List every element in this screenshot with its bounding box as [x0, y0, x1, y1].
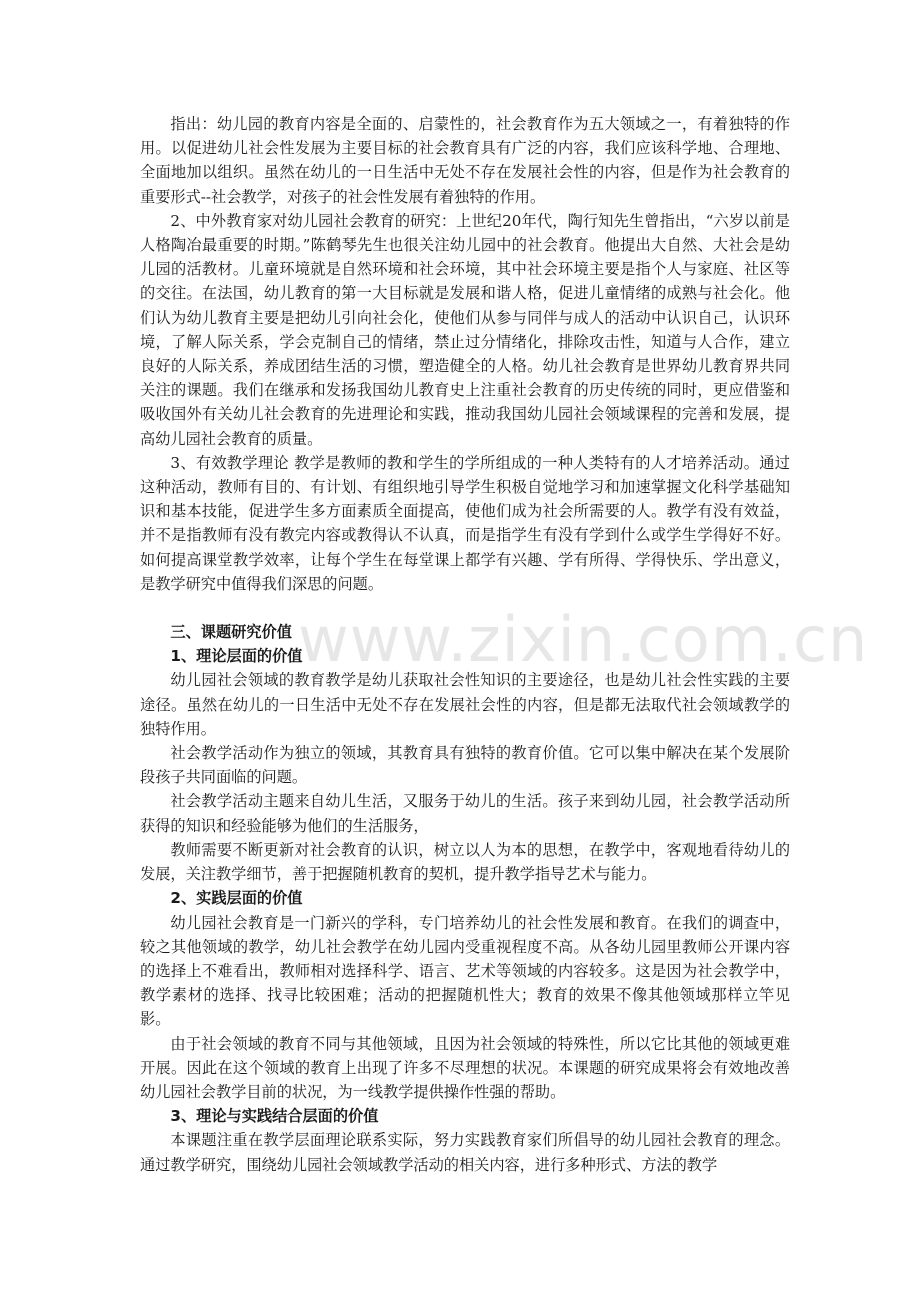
paragraph: 3、有效教学理论 教学是教师的教和学生的学所组成的一种人类特有的人才培养活动。通过这种活动，教师有目的、有计划、有组织地引导学生积极自觉地学习和加速掌握文化科学基础知识和基本技能，促进学生多方面素质全面提高，使他们成为社会所需要的人。教学有没有效益，并不是指教师有没有教完内容或教得认不认真，而是指学生有没有学到什么或学生学得好不好。如何提高课堂教学效率，让每个学生在每堂课上都学有兴趣、学有所得、学得快乐、学出意义，是教学研究中值得我们深思的问题。 — [140, 453, 790, 593]
paragraph: 由于社会领域的教育不同与其他领域，且因为社会领域的特殊性，所以它比其他的领域更难开展。因此在这个领域的教育上出现了许多不尽理想的状况。本课题的研究成果将会有效地改善幼儿园社会教学目前的状况，为一线教学提供操作性强的帮助。 — [140, 1034, 790, 1101]
paragraph: 指出：幼儿园的教育内容是全面的、启蒙性的，社会教育作为五大领域之一，有着独特的作用。以促进幼儿社会性发展为主要目标的社会教育具有广泛的内容，我们应该科学地、合理地、全面地加以组织。虽然在幼儿的一日生活中无处不存在发展社会性的内容，但是作为社会教育的重要形式--社会教学，对孩子的社会性发展有着独特的作用。 — [140, 115, 790, 206]
paragraph: 幼儿园社会教育是一门新兴的学科，专门培养幼儿的社会性发展和教育。在我们的调查中，较之其他领域的教学，幼儿社会教学在幼儿园内受重视程度不高。从各幼儿园里教师公开课内容的选择上不难看出，教师相对选择科学、语言、艺术等领域的内容较多。这是因为社会教学中，教学素材的选择、找寻比较困难；活动的把握随机性大；教育的效果不像其他领域那样立竿见影。 — [140, 913, 790, 1029]
paragraph: 幼儿园社会领域的教育教学是幼儿获取社会性知识的主要途径，也是幼儿社会性实践的主要途径。虽然在幼儿的一日生活中无处不存在发展社会性的内容，但是都无法取代社会领域教学的独特作用。 — [140, 671, 790, 738]
paragraph: 教师需要不断更新对社会教育的认识，树立以人为本的思想，在教学中，客观地看待幼儿的发展，关注教学细节，善于把握随机教育的契机，提升教学指导艺术与能力。 — [140, 840, 790, 884]
subsection-heading: 2、实践层面的价值 — [170, 889, 303, 908]
document-body — [140, 112, 790, 1177]
paragraph: 社会教学活动主题来自幼儿生活，又服务于幼儿的生活。孩子来到幼儿园，社会教学活动所获得的知识和经验能够为他们的生活服务， — [140, 792, 790, 835]
watermark: www.zixin.com.cn — [298, 603, 869, 676]
paragraph: 社会教学活动作为独立的领域，其教育具有独特的教育价值。它可以集中解决在某个发展阶段孩子共同面临的问题。 — [140, 744, 790, 787]
paragraph: 本课题注重在教学层面理论联系实际，努力实践教育家们所倡导的幼儿园社会教育的理念。通过教学研究，围绕幼儿园社会领域教学活动的相关内容，进行多种形式、方法的教学 — [140, 1131, 790, 1174]
section-heading: 三、课题研究价值 — [170, 623, 292, 642]
spacer — [140, 596, 790, 620]
paragraph: 2、中外教育家对幼儿园社会教育的研究：上世纪20年代，陶行知先生曾指出，“六岁以前是人格陶冶最重要的时期。”陈鹤琴先生也很关注幼儿园中的社会教育。他提出大自然、大社会是幼儿园的活教材。儿童环境就是自然环境和社会环境，其中社会环境主要是指个人与家庭、社区等的交往。在法国，幼儿教育的第一大目标就是发展和谐人格，促进儿童情绪的成熟与社会化。他们认为幼儿教育主要是把幼儿引向社会化，使他们从参与同伴与成人的活动中认识自己，认识环境，了解人际关系，学会克制自己的情绪，禁止过分情绪化，排除攻击性，知道与人合作，建立良好的人际关系，养成团结生活的习惯，塑造健全的人格。幼儿社会教育是世界幼儿教育界共同关注的课题。我们在继承和发扬我国幼儿教育史上注重社会教育的历史传统的同时，更应借鉴和吸收国外有关幼儿社会教育的先进理论和实践，推动我国幼儿园社会领域课程的完善和发展，提高幼儿园社会教育的质量。 — [140, 211, 790, 448]
subsection-heading: 1、理论层面的价值 — [170, 647, 303, 666]
subsection-heading: 3、理论与实践结合层面的价值 — [170, 1107, 379, 1126]
